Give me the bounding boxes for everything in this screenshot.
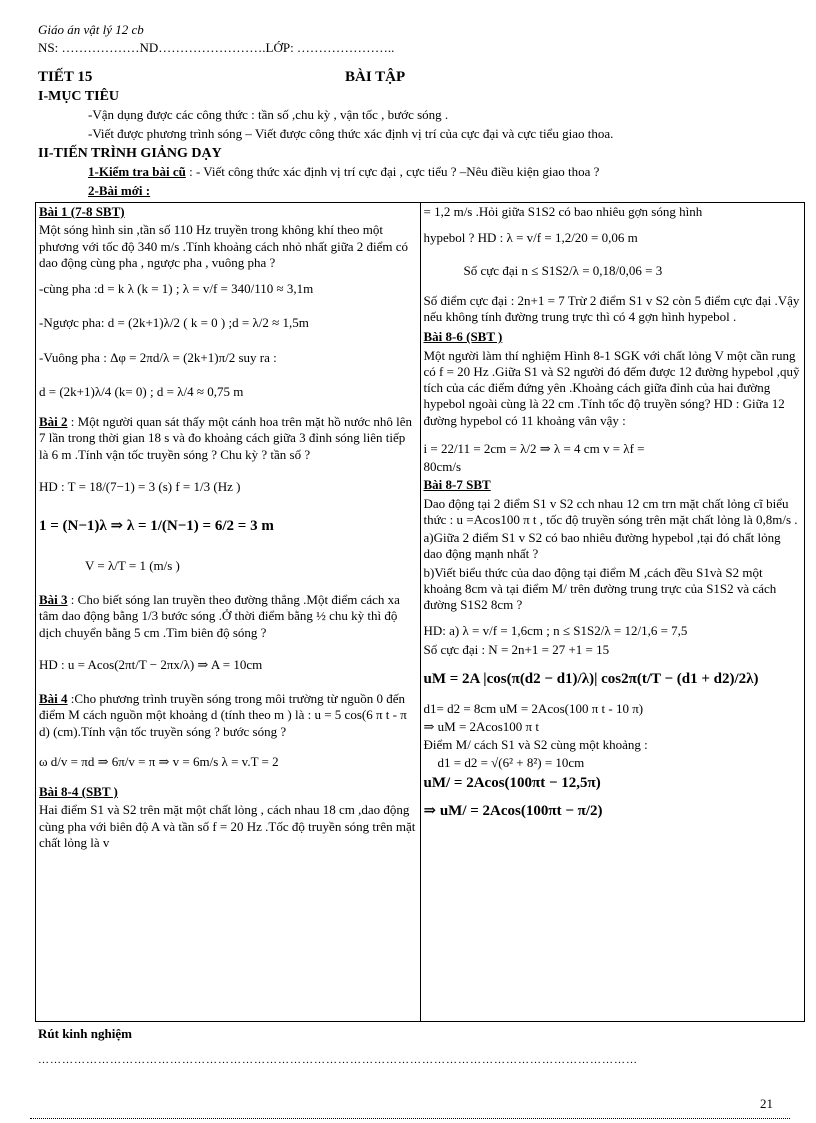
b1-vuong2: d = (2k+1)λ/4 (k= 0) ; d = λ/4 ≈ 0,75 m [39, 383, 244, 399]
b3-title: Bài 3 [39, 592, 68, 607]
b87-d: d1= d2 = 8cm uM = 2Acos(100 π t - 10 π) [423, 700, 644, 716]
kiem-tra-label: 1-Kiểm tra bài cũ [88, 164, 186, 179]
b2-formula: 1 = (N−1)λ ⇒ λ = 1/(N−1) = 6/2 = 3 m [39, 518, 274, 534]
b87-so-cuc-dai: Số cực đại : N = 2n+1 = 27 +1 = 15 [423, 641, 610, 657]
bai-moi-label: 2-Bài mới : [88, 183, 151, 198]
b1-title: Bài 1 (7-8 SBT) [39, 204, 125, 219]
b87-part-a: a)Giữa 2 điểm S1 v S2 có bao nhiêu đường hypebol ,tại đó chất lỏng dao động mạnh nhất ? [423, 530, 781, 562]
b87-title: Bài 8-7 SBT [423, 477, 491, 493]
b86-text: Một người làm thí nghiệm Hình 8-1 SGK với chất lỏng V một cần rung có f = 20 Hz .Giữa S1 và S2 người đó đếm được 12 đường hypebol ,quỹ tích của các điểm đứng yên .Khoảng cách giữa đỉnh của hai đường hypebol ngoài cùng là 22 cm .Tính tốc độ truyền sóng? HD : Giữa 12 đường hypebol có 11 khoảng vân vậy : [423, 347, 800, 428]
b1-text: Một sóng hình sin ,tần số 110 Hz truyền trong không khí theo một phương với tốc độ 340 m/s .Tính khoảng cách nhỏ nhất giữa 2 điểm có dao động cùng pha , ngược pha , vuông pha ? [39, 222, 409, 270]
b1-nguoc: -Ngược pha: d = (2k+1)λ/2 ( k = 0 ) ;d = λ/2 ≈ 1,5m [39, 315, 309, 331]
kiem-tra-line [88, 164, 599, 180]
b3-text: : Cho biết sóng lan truyền theo đường thẳng .Một điểm cách xa tâm dao động bằng 1/3 bước sóng .Ở thời điểm bằng ½ chu kỳ thì độ dịch chuyển bằng 5 cm .Tìm biên độ sóng ? [39, 592, 400, 640]
b87-uMp: uM/ = 2Acos(100πt − 12,5π) [423, 774, 601, 791]
b1-vuong: -Vuông pha : Δφ = 2πd/λ = (2k+1)π/2 suy ra : [39, 349, 277, 365]
kiem-tra-text: : - Viết công thức xác định vị trí cực đại , cực tiểu ? –Nêu điều kiện giao thoa ? [185, 164, 600, 179]
r-c2: hypebol ? HD : λ = v/f = 1,2/20 = 0,06 m [423, 230, 638, 246]
b84-title: Bài 8-4 (SBT ) [39, 784, 118, 799]
b87-text: Dao động tại 2 điểm S1 v S2 cch nhau 12 cm trn mặt chất lỏng cĩ biểu thức : u =Acos100 π t , tốc độ truyền sóng trên mặt chất lỏng là 0,8m/s . [423, 495, 798, 527]
objective-2: -Viết được phương trình sóng – Viết được công thức xác định vị trí của cực đại và cực tiểu giao thoa. [88, 126, 614, 141]
b86-title: Bài 8-6 (SBT ) [423, 329, 503, 345]
b87-uM2: ⇒ uM = 2Acos100 π t [423, 718, 539, 734]
lesson-title: BÀI TẬP [345, 69, 406, 85]
section-muc-tieu: I-MỤC TIÊU [38, 89, 120, 104]
b4-formula: ω d/v = πd ⇒ 6π/v = π ⇒ v = 6m/s λ = v.T = 2 [39, 753, 279, 769]
objective-1: -Vận dụng được các công thức : tần số ,chu kỳ , vận tốc , bước sóng . [88, 107, 449, 122]
b2-hd: HD : T = 18/(7−1) = 3 (s) f = 1/3 (Hz ) [39, 478, 241, 494]
b86-velocity: 80cm/s [423, 459, 462, 474]
dotted-line: …………………………………………………………………………………………………………………………………… [38, 1054, 638, 1066]
b4-title: Bài 4 [39, 691, 68, 706]
b87-hd: HD: a) λ = v/f = 1,6cm ; n ≤ S1S2/λ = 12/1,6 = 7,5 [423, 623, 688, 639]
exercise-table [35, 202, 805, 1022]
b87-d2: d1 = d2 = √(6² + 8²) = 10cm [437, 755, 585, 771]
left-column [36, 203, 421, 1022]
b1-cungpha: -cùng pha :d = k λ (k = 1) ; λ = v/f = 340/110 ≈ 3,1m [39, 281, 314, 296]
r-c3: Số cực đại n ≤ S1S2/λ = 0,18/0,06 = 3 [463, 262, 663, 278]
b87-uM: uM = 2A |cos(π(d2 − d1)/λ)| cos2π(t/T − (d1 + d2)/2λ) [423, 670, 759, 687]
subject-header: Giáo án vật lý 12 cb [38, 22, 144, 37]
b87-uMp2: ⇒ uM/ = 2Acos(100πt − π/2) [423, 803, 603, 820]
b84-text: Hai điểm S1 và S2 trên mặt một chất lỏng , cách nhau 18 cm ,dao động cùng pha với biên độ A và tần số f = 20 Hz .Tốc độ truyền sóng trên mặt chất lỏng là v [39, 802, 416, 850]
r-c1: = 1,2 m/s .Hỏi giữa S1S2 có bao nhiêu gợn sóng hình [423, 204, 703, 219]
page-number: 21 [760, 1096, 773, 1111]
b2-text: : Một người quan sát thấy một cánh hoa trên mặt hồ nước nhô lên 7 lần trong thời gian 18 s và đo khoảng cách giữa 3 đỉnh sóng liên tiếp là 6 m .Tính vận tốc truyền sóng ? Chu kỳ ? tần số ? [39, 414, 413, 462]
ns-line: NS: ………………ND…………………….LỚP: ………………….. [38, 40, 395, 55]
lesson-number: TIẾT 15 [38, 69, 93, 85]
b2-title: Bài 2 [39, 414, 68, 429]
b4-text: :Cho phương trình truyền sóng trong môi trường từ nguồn 0 đến điểm M cách nguồn một khoảng d (tính theo m ) là : u = 5 cos(6 π t - π d) (cm).Tính vận tốc truyền sóng ? bước sóng ? [39, 691, 407, 739]
b86-formula: i = 22/11 = 2cm = λ/2 ⇒ λ = 4 cm v = λf = [423, 440, 645, 456]
bottom-divider [30, 1118, 790, 1119]
b2-velocity: V = λ/T = 1 (m/s ) [85, 557, 180, 573]
right-column [420, 203, 805, 1022]
section-tien-trinh: II-TIẾN TRÌNH GIẢNG DẠY [38, 146, 222, 161]
b3-hd: HD : u = Acos(2πt/T − 2πx/λ) ⇒ A = 10cm [39, 656, 263, 672]
rut-kinh-nghiem: Rút kinh nghiệm [38, 1026, 132, 1041]
b87-Mprime: Điểm M/ cách S1 và S2 cùng một khoảng : [423, 737, 648, 752]
b87-part-b: b)Viết biểu thức của dao động tại điểm M ,cách đều S1và S2 một khoảng 8cm và tại điểm M/ trên đường trung trực của S1S2 và cách đường S1S2 8cm ? [423, 564, 777, 612]
r-c4: Số điểm cực đại : 2n+1 = 7 Trừ 2 điểm S1 v S2 còn 5 điểm cực đại .Vậy nếu không tính đường trung trực thì có 4 gợn hình hypebol . [423, 292, 800, 324]
